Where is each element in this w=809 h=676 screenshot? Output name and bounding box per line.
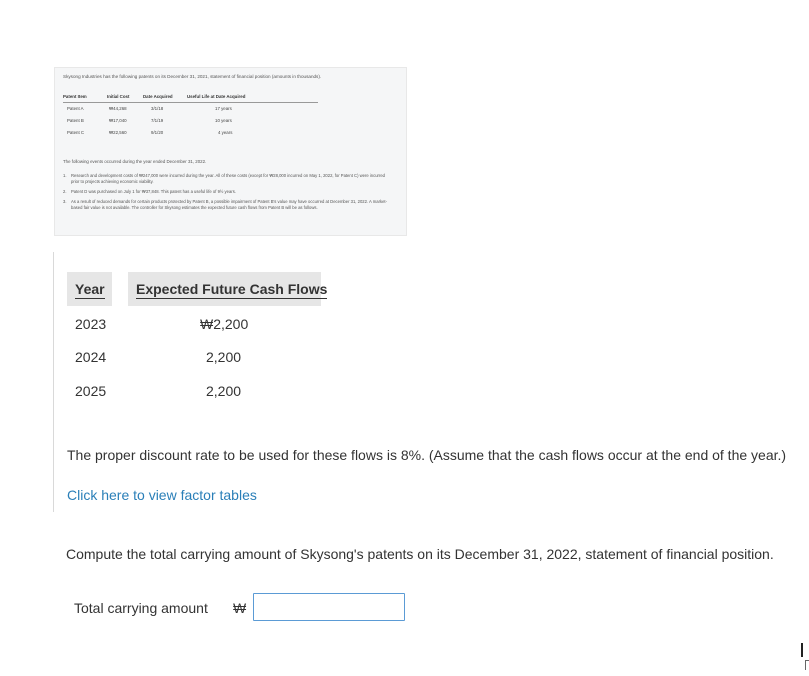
currency-symbol: ₩ [233, 600, 247, 616]
total-carrying-amount-input[interactable] [253, 593, 405, 621]
event-text: Patent D was purchased on July 1 for ₩37,848. This patent has a useful life of 9½ years. [71, 189, 236, 194]
list-item [63, 199, 393, 211]
cash-flow-cell: 2,200 [206, 349, 242, 365]
events-intro: The following events occurred during the year ended December 31, 2022. [63, 159, 207, 164]
year-header: Year [75, 281, 105, 297]
discount-rate-text: The proper discount rate to be used for these flows is 8%. (Assume that the cash flows occur at the end of the year.) [67, 447, 787, 463]
year-cell: 2025 [75, 383, 107, 399]
cell-life: 17 years [215, 106, 232, 111]
cash-flow-cell: 2,200 [206, 383, 242, 399]
problem-image [54, 67, 407, 236]
cell-cost: ₩22,560 [109, 130, 127, 135]
header-useful-life: Useful Life at Date Acquired [187, 94, 246, 99]
flows-header: Expected Future Cash Flows [136, 281, 328, 297]
header-patent-item: Patent Item [63, 94, 87, 99]
table-header-rule [63, 102, 318, 103]
event-number: 1. [63, 173, 67, 178]
year-cell: 2024 [75, 349, 107, 365]
cell-item: Patent B [67, 118, 84, 123]
text-cursor-icon [801, 643, 803, 657]
event-number: 3. [63, 199, 67, 204]
events-list [63, 173, 393, 215]
cell-item: Patent C [67, 130, 85, 135]
corner-mark-icon [805, 660, 809, 670]
cell-cost: ₩44,268 [109, 106, 127, 111]
year-cell: 2023 [75, 316, 107, 332]
list-item [63, 189, 393, 195]
event-text: As a result of reduced demands for certain products protected by Patent B, a possible impairment of Patent B's value may have occurred at December 31, 2022. A market-based fair value is not available. The controller for Skysong estimates the expected future cash flows from Patent B will be as follows. [71, 199, 387, 210]
question-text: Compute the total carrying amount of Skysong's patents on its December 31, 2022, statement of financial position. [66, 546, 774, 562]
cell-date: 9/1/20 [151, 130, 164, 135]
header-initial-cost: Initial Cost [107, 94, 130, 99]
problem-intro: Skysong Industries has the following patents on its December 31, 2021, statement of financial position (amounts in thousands). [63, 74, 322, 79]
cell-life: 4 years [218, 130, 233, 135]
year-header-cell [67, 272, 112, 306]
cash-flow-cell: ₩2,200 [200, 316, 249, 332]
header-date-acquired: Date Acquired [143, 94, 173, 99]
cell-item: Patent A [67, 106, 84, 111]
list-item [63, 173, 393, 185]
cell-date: 7/1/19 [151, 118, 164, 123]
flows-header-cell [128, 272, 328, 306]
event-text: Research and development costs of ₩247,000 were incurred during the year. All of these costs (except for ₩28,000 incurred on May 1, 2022, for Patent C) were incurred prior to projects achieving economic viability. [71, 173, 385, 184]
factor-tables-link[interactable]: Click here to view factor tables [67, 487, 257, 503]
total-carrying-amount-label: Total carrying amount [74, 600, 208, 616]
cell-date: 3/1/18 [151, 106, 164, 111]
event-number: 2. [63, 189, 67, 194]
cell-cost: ₩17,040 [109, 118, 127, 123]
cell-life: 10 years [215, 118, 232, 123]
left-divider [53, 252, 54, 512]
